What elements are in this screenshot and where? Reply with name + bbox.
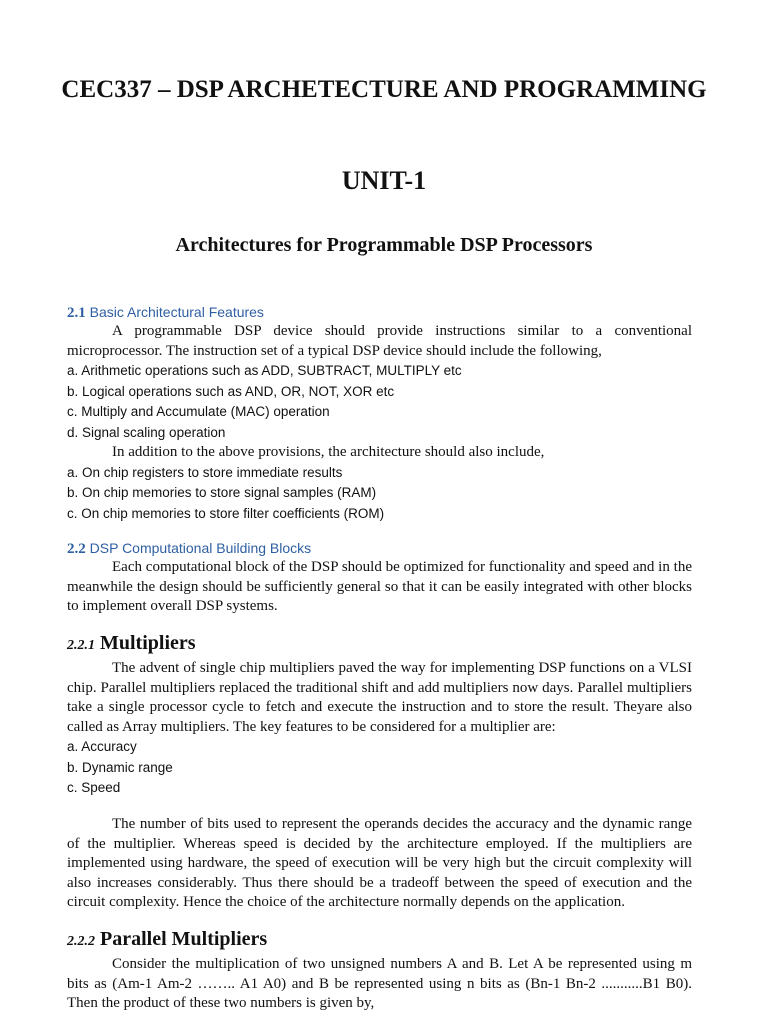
paragraph: The advent of single chip multipliers paved the way for implementing DSP functions on a VLSI chip. Parallel multipliers replaced the traditional shift and add multipliers now days. Parallel multipliers take a single processor cycle to fetch and execute the instruction and to store the result. Theyare also called as Array multipliers. The key features to be considered for a multiplier are:: [67, 660, 692, 735]
section-title: DSP Computational Building Blocks: [89, 540, 312, 556]
paragraph: The number of bits used to represent the operands decides the accuracy and the dynamic range of the multiplier. Whereas speed is decided by the architecture employed. If the multipliers are implemented using hardware, the speed of execution will be very high but the circuit complexity will also increases considerably. Thus there should be a tradeoff between the speed of execution and the circuit complexity. Hence the choice of the architecture normally depends on the application.: [67, 816, 692, 910]
list-item: c. On chip memories to store filter coefficients (ROM): [67, 505, 385, 521]
section-2-2-1: [67, 630, 692, 799]
list-item: b. Dynamic range: [67, 759, 173, 775]
list-item: c. Speed: [67, 780, 121, 795]
list-item: b. On chip memories to store signal samples (RAM): [67, 485, 377, 500]
document-title: CEC337 – DSP ARCHETECTURE AND PROGRAMMING: [61, 76, 707, 103]
section-2-2: [67, 538, 692, 617]
section-2-2-1-paragraph: [67, 815, 692, 913]
list-item: a. Accuracy: [67, 739, 137, 754]
paragraph: Each computational block of the DSP should be optimized for functionality and speed and in the meanwhile the design should be sufficiently general so that it can be easily integrated with other blocks to implement overall DSP systems.: [67, 559, 692, 614]
paragraph: A programmable DSP device should provide instructions similar to a conventional microprocessor. The instruction set of a typical DSP device should include the following,: [67, 323, 692, 359]
list-item: c. Multiply and Accumulate (MAC) operation: [67, 404, 330, 419]
subsection-number: 2.2.2: [67, 934, 95, 949]
paragraph: In addition to the above provisions, the architecture should also include,: [112, 444, 545, 460]
subsection-title: Multipliers: [100, 632, 196, 654]
section-2-2-2: [67, 926, 692, 1014]
unit-heading: UNIT-1: [341, 166, 427, 195]
section-number: 2.2: [67, 541, 86, 557]
section-2-1-heading: [67, 302, 692, 322]
list-item: a. Arithmetic operations such as ADD, SUBTRACT, MULTIPLY etc: [67, 363, 462, 378]
section-title: Basic Architectural Features: [89, 304, 264, 320]
list-item: b. Logical operations such as AND, OR, NOT, XOR etc: [67, 383, 395, 399]
section-2-1: [67, 302, 692, 524]
list-item: d. Signal scaling operation: [67, 424, 226, 440]
paragraph: Consider the multiplication of two unsigned numbers A and B. Let A be represented using m bits as (Am-1 Am-2 …….. A1 A0) and B be represented using n bits as (Bn-1 Bn-2 ...........B1 B0). Then the product of these two numbers is given by,: [67, 956, 692, 1011]
subsection-number: 2.2.1: [67, 638, 95, 653]
section-2-2-heading: [67, 538, 692, 558]
subsection-title: Parallel Multipliers: [100, 928, 268, 950]
list-item: a. On chip registers to store immediate results: [67, 464, 343, 480]
chapter-subtitle: Architectures for Programmable DSP Processors: [175, 234, 593, 256]
subsection-heading: [67, 926, 692, 955]
subsection-heading: [67, 630, 692, 659]
section-number: 2.1: [67, 305, 86, 321]
